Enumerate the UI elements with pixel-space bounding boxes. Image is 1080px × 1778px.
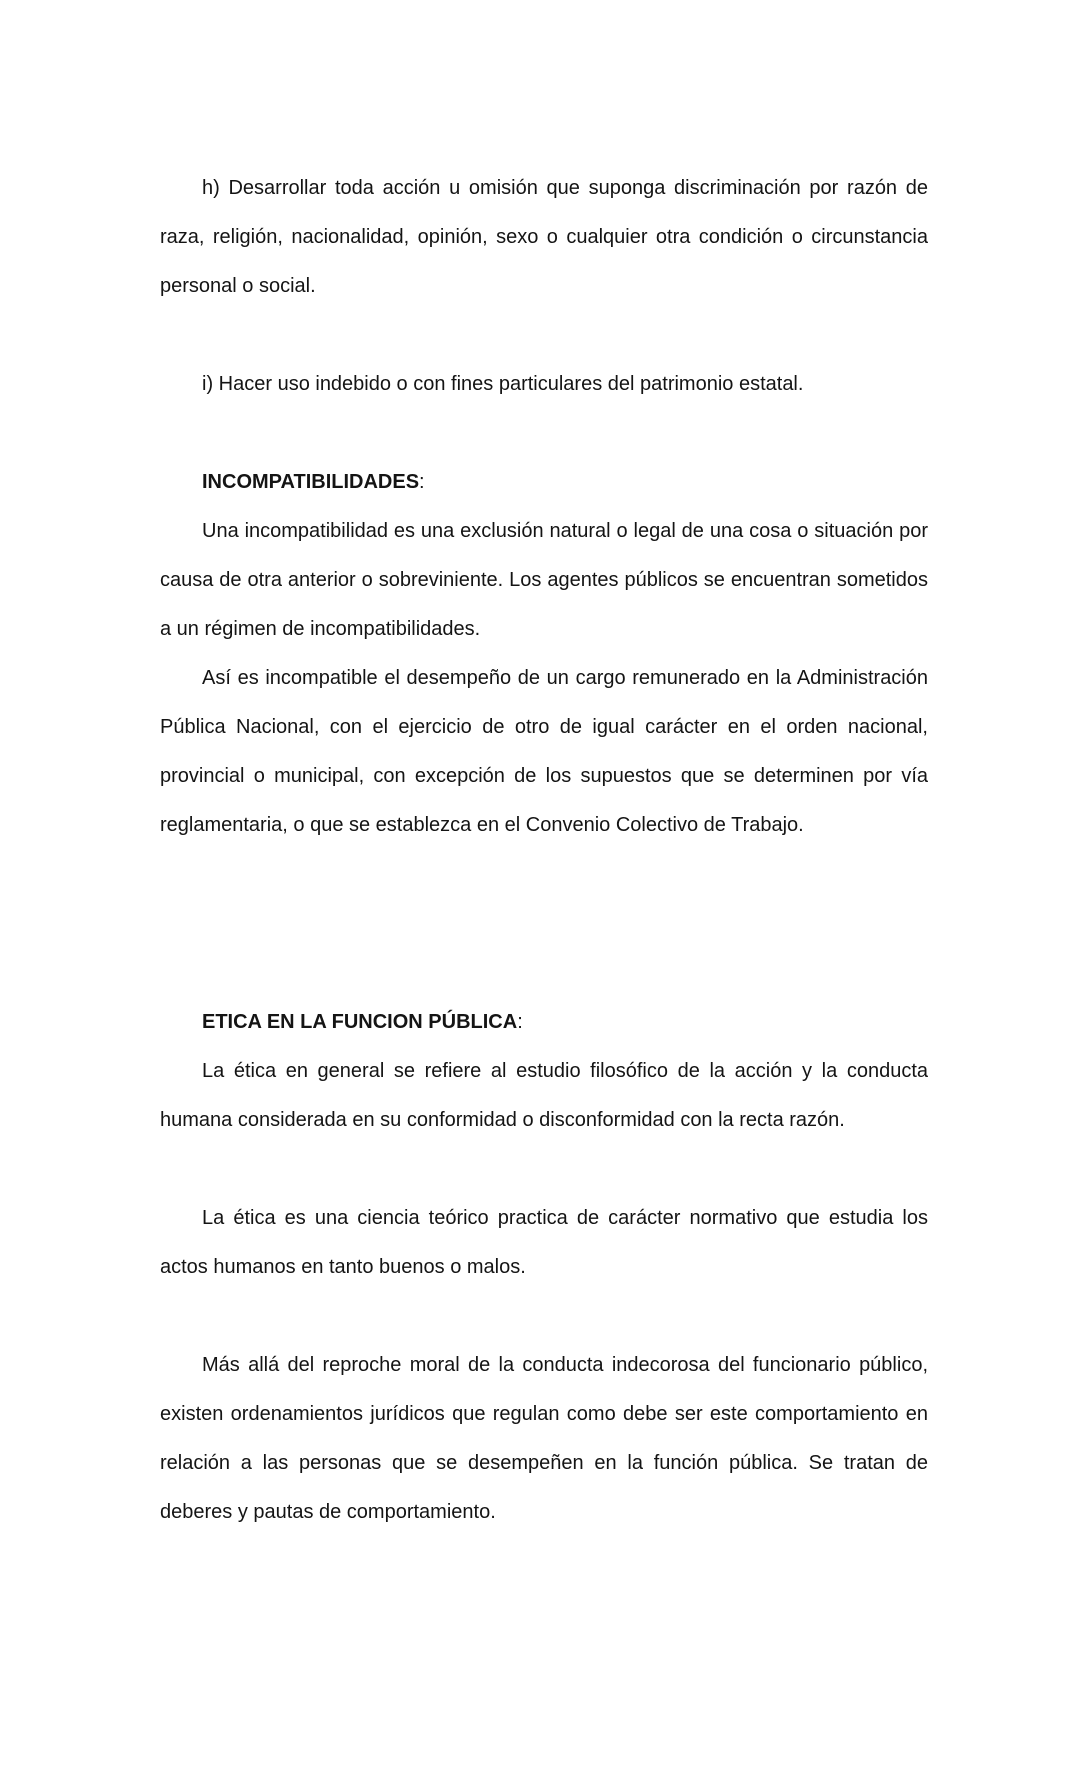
heading-text: INCOMPATIBILIDADES <box>202 471 420 493</box>
paragraph-incompatibilidad-definition: Una incompatibilidad es una exclusión natural o legal de una cosa o situación por causa de otra anterior o sobreviniente. Los agentes públicos se encuentran sometidos a un régimen de incompatibilidades. <box>160 520 928 640</box>
heading-colon: : <box>517 1011 523 1033</box>
paragraph-etica-general: La ética en general se refiere al estudio filosófico de la acción y la conducta humana considerada en su conformidad o disconformidad con la recta razón. <box>160 1060 928 1131</box>
section-heading-etica <box>202 998 523 1047</box>
section-heading-incompatibilidades <box>202 458 425 507</box>
heading-colon: : <box>419 471 425 493</box>
paragraph-item-i: i) Hacer uso indebido o con fines particulares del patrimonio estatal. <box>202 373 804 395</box>
paragraph-etica-ciencia: La ética es una ciencia teórico practica de carácter normativo que estudia los actos humanos en tanto buenos o malos. <box>160 1207 928 1278</box>
paragraph-item-h: h) Desarrollar toda acción u omisión que suponga discriminación por razón de raza, religión, nacionalidad, opinión, sexo o cualquier otra condición o circunstancia personal o social. <box>160 177 928 297</box>
heading-text: ETICA EN LA FUNCION PÚBLICA <box>202 1011 518 1033</box>
paragraph-etica-reproche: Más allá del reproche moral de la conducta indecorosa del funcionario público, existen ordenamientos jurídicos que regulan como debe ser este comportamiento en relación a las personas que se desempeñen en la función pública. Se tratan de deberes y pautas de comportamiento. <box>160 1354 928 1523</box>
paragraph-incompatibilidad-example: Así es incompatible el desempeño de un cargo remunerado en la Administración Pública Nacional, con el ejercicio de otro de igual carácter en el orden nacional, provincial o municipal, con excepción de los supuestos que se determinen por vía reglamentaria, o que se establezca en el Convenio Colectivo de Trabajo. <box>160 667 928 836</box>
